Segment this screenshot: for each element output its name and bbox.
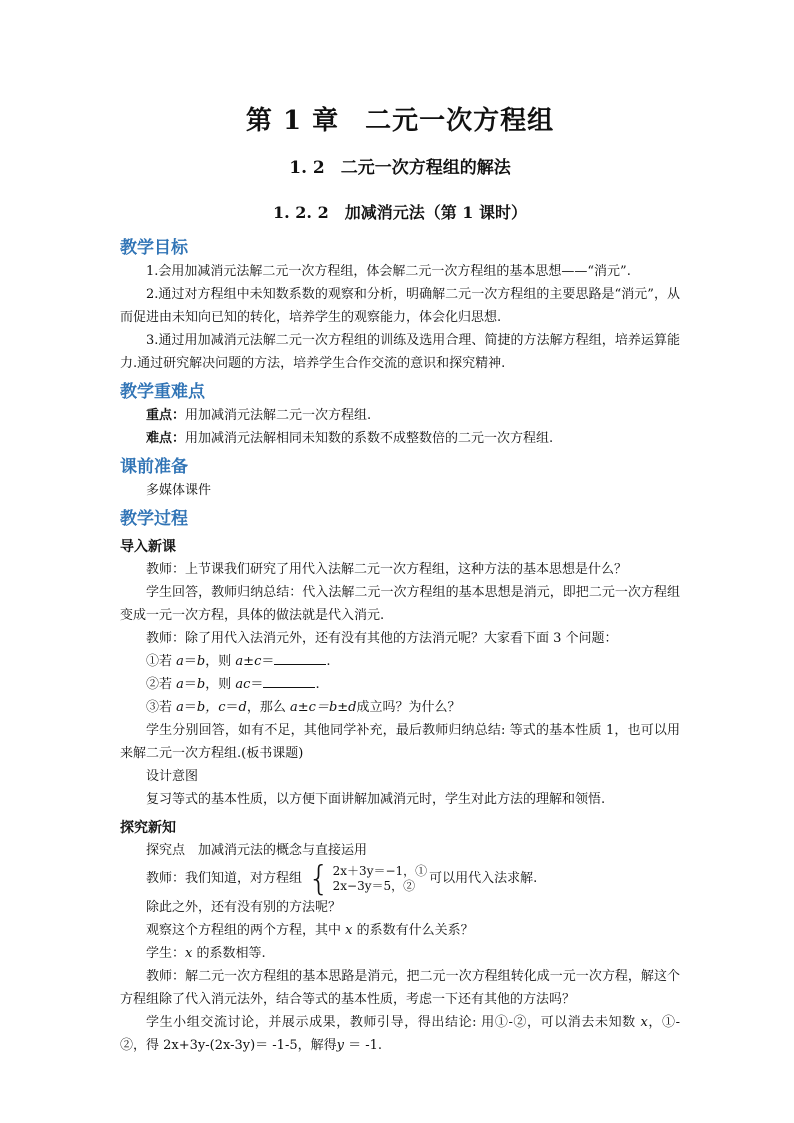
q3-prefix: ③若 <box>146 700 177 715</box>
var-ac: ac <box>235 677 251 692</box>
key-point <box>120 404 680 427</box>
p9-end: ＝ -1. <box>343 1038 383 1053</box>
question-3 <box>120 696 680 719</box>
q2-dot: . <box>315 677 320 692</box>
var-c: c <box>254 654 262 669</box>
q2-end: ＝ <box>250 677 264 692</box>
q1-prefix: ①若 <box>146 654 177 669</box>
paragraph: 教师：上节课我们研究了用代入法解二元一次方程组，这种方法的基本思想是什么？ <box>146 562 628 577</box>
chapter-title: 二元一次方程组 <box>365 106 555 136</box>
subsection-title: 加减消元法（第 1 课时） <box>344 203 527 222</box>
paragraph <box>120 919 680 942</box>
var-a: a <box>176 700 184 715</box>
design-label: 设计意图 <box>146 769 199 784</box>
subsection-number: 1. 2. 2 <box>273 203 329 222</box>
q2-mid: ，则 <box>205 677 236 692</box>
goal-item: 1.会用加减消元法解二元一次方程组，体会解二元一次方程组的基本思想——“消元”. <box>146 264 631 279</box>
chapter-heading <box>120 100 680 137</box>
intro-heading: 导入新课 <box>120 539 176 555</box>
keypoints-heading: 教学重难点 <box>120 382 205 402</box>
system-intro: 教师：我们知道，对方程组 <box>146 871 303 886</box>
p9-prefix: 学生小组交流讨论，并展示成果，教师引导，得出结论: 用①-②，可以消去未知数 <box>146 1015 641 1030</box>
paragraph: 除此之外，还有没有别的方法呢？ <box>146 900 342 915</box>
q1-pm: ± <box>243 654 255 669</box>
p7-suffix: 的系数相等. <box>192 946 266 961</box>
section-number: 1. 2 <box>289 158 325 178</box>
paragraph: 学生回答，教师归纳总结：代入法解二元一次方程组的基本思想是消元，即把二元一次方程组变成一元一次方程，具体的做法就是代入消元. <box>120 585 680 623</box>
var-x: x <box>345 923 353 938</box>
var-a: a <box>235 654 244 669</box>
p6-suffix: 的系数有什么关系？ <box>352 923 474 938</box>
paragraph: 学生分别回答，如有不足，其他同学补充，最后教师归纳总结: 等式的基本性质 1，也可以用来解二元一次方程组.(板书课题) <box>120 723 680 761</box>
q3-mid: ，那么 <box>246 700 291 715</box>
q1-mid: ，则 <box>205 654 236 669</box>
q3-eq: ＝ <box>183 700 197 715</box>
equation-1: 2x＋3y＝−1，① <box>332 864 428 878</box>
goal-item: 3.通过用加减消元法解二元一次方程组的训练及选用合理、简捷的方法解方程组，培养运算能力.通过研究解决问题的方法，培养学生合作交流的意识和探究精神. <box>120 333 680 371</box>
chapter-number: 第 1 章 <box>245 106 340 136</box>
answer-blank <box>263 673 315 688</box>
explore-heading: 探究新知 <box>120 820 176 836</box>
q2-eq: ＝ <box>183 677 197 692</box>
var-b: b <box>196 654 206 669</box>
hard-text: 用加减消元法解相同未知数的系数不成整数倍的二元一次方程组. <box>185 431 554 446</box>
paragraph: 教师：解二元一次方程组的基本思路是消元，把二元一次方程组转化成一元一次方程，解这个方程组除了代入消元法外，结合等式的基本性质，考虑一下还有其他的方法吗？ <box>120 969 680 1007</box>
var-x: x <box>640 1015 648 1030</box>
q1-dot: . <box>326 654 331 669</box>
var-c: ，c <box>205 700 226 715</box>
equation-system-line <box>120 859 680 899</box>
var-d: d <box>238 700 247 715</box>
var-b: b <box>196 677 206 692</box>
q3-end: 成立吗？为什么？ <box>356 700 461 715</box>
paragraph <box>120 1011 680 1057</box>
q1-eq: ＝ <box>183 654 197 669</box>
q2-prefix: ②若 <box>146 677 177 692</box>
equation-2: 2x−3y＝5，② <box>332 879 416 893</box>
design-text: 复习等式的基本性质，以方便下面讲解加减消元时，学生对此方法的理解和领悟. <box>146 792 606 807</box>
prep-text: 多媒体课件 <box>146 483 212 498</box>
q1-end: ＝ <box>261 654 275 669</box>
hard-point <box>120 427 680 450</box>
goals-heading: 教学目标 <box>120 238 188 258</box>
process-heading: 教学过程 <box>120 509 188 529</box>
var-a: a <box>176 677 184 692</box>
var-x: x <box>185 946 193 961</box>
goal-item: 2.通过对方程组中未知数系数的观察和分析，明确解二元一次方程组的主要思路是“消元”，从而促进由未知向已知的转化，培养学生的观察能力，体会化归思想. <box>120 287 680 325</box>
lesson-plan <box>120 100 680 1057</box>
hard-label: 难点： <box>146 431 186 446</box>
question-2 <box>120 673 680 696</box>
question-1 <box>120 650 680 673</box>
var-b: b <box>196 700 206 715</box>
key-label: 重点： <box>146 408 186 423</box>
section-heading <box>120 153 680 178</box>
p7-prefix: 学生： <box>146 946 186 961</box>
subsection-heading <box>120 200 680 223</box>
p9-middle: ，①-②，得 2x+3y-(2x-3y)＝ -1-5，解得 <box>120 1015 680 1053</box>
answer-blank <box>274 650 326 665</box>
left-brace: { <box>308 859 330 899</box>
q3-eq: ＝ <box>225 700 239 715</box>
q3-expression: a±c＝b±d <box>290 700 357 715</box>
p6-prefix: 观察这个方程组的两个方程，其中 <box>146 923 346 938</box>
section-title: 二元一次方程组的解法 <box>340 158 511 178</box>
var-y: y <box>336 1038 344 1053</box>
paragraph <box>120 942 680 965</box>
system-outro: 可以用代入法求解. <box>429 871 538 886</box>
key-text: 用加减消元法解二元一次方程组. <box>185 408 372 423</box>
explore-point: 探究点 加减消元法的概念与直接运用 <box>146 843 368 858</box>
equation-system <box>333 864 428 894</box>
var-a: a <box>176 654 184 669</box>
prep-heading: 课前准备 <box>120 457 188 477</box>
paragraph: 教师：除了用代入法消元外，还有没有其他的方法消元呢？大家看下面 3 个问题： <box>146 631 618 646</box>
